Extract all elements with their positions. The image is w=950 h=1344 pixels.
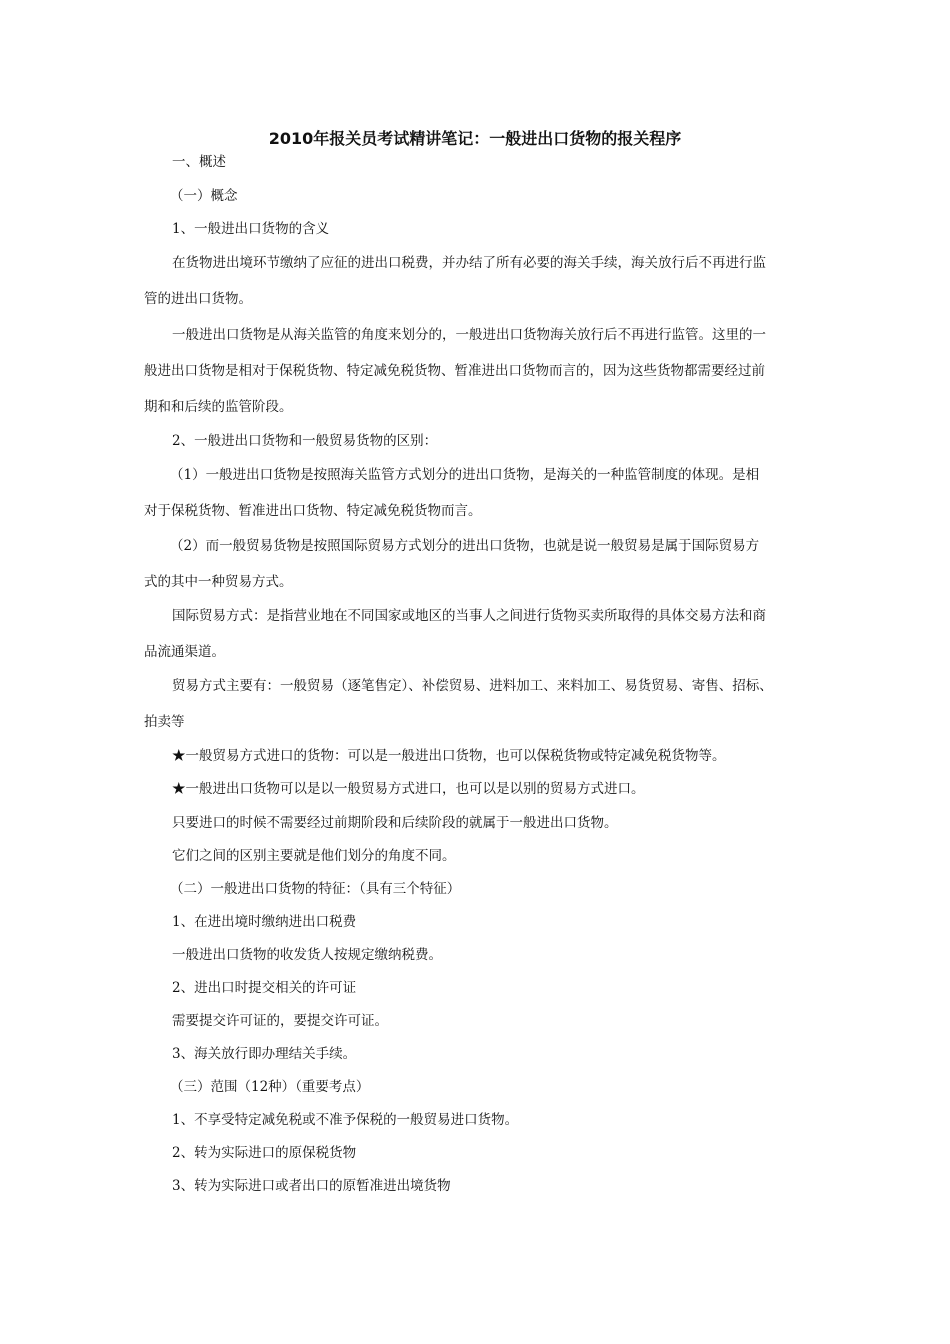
item-difference: 2、一般进出口货物和一般贸易货物的区别： — [172, 433, 438, 449]
list-item: 3、海关放行即办理结关手续。 — [172, 1046, 357, 1062]
paragraph-line: 式的其中一种贸易方式。 — [144, 574, 293, 590]
document-title: 2010年报关员考试精讲笔记：一般进出口货物的报关程序 — [268, 129, 682, 148]
list-item: 3、转为实际进口或者出口的原暂准进出境货物 — [172, 1178, 451, 1194]
list-item: 2、转为实际进口的原保税货物 — [172, 1145, 357, 1161]
list-item: 1、不享受特定减免税或不准予保税的一般贸易进口货物。 — [172, 1112, 519, 1128]
paragraph-line: 一般进出口货物的收发货人按规定缴纳税费。 — [172, 947, 442, 963]
paragraph-line: 一般进出口货物是从海关监管的角度来划分的，一般进出口货物海关放行后不再进行监管。这里的一 — [172, 327, 766, 343]
subheading-scope: （三）范围（12种）（重要考点） — [170, 1079, 370, 1095]
paragraph-line: 它们之间的区别主要就是他们划分的角度不同。 — [172, 848, 456, 864]
paragraph-line: 在货物进出境环节缴纳了应征的进出口税费，并办结了所有必要的海关手续，海关放行后不再进行监 — [172, 255, 766, 271]
subheading-concept: （一）概念 — [170, 188, 238, 204]
paragraph-line: 对于保税货物、暂准进出口货物、特定减免税货物而言。 — [144, 503, 482, 519]
list-item: 2、进出口时提交相关的许可证 — [172, 980, 357, 996]
paragraph-line: 期和和后续的监管阶段。 — [144, 399, 293, 415]
paragraph-line: 拍卖等 — [144, 714, 185, 730]
paragraph-line: 国际贸易方式：是指营业地在不同国家或地区的当事人之间进行货物买卖所取得的具体交易方法和商 — [172, 608, 766, 624]
heading-overview: 一、概述 — [172, 154, 226, 170]
paragraph-line: 只要进口的时候不需要经过前期阶段和后续阶段的就属于一般进出口货物。 — [172, 815, 618, 831]
paragraph-line: （2）而一般贸易货物是按照国际贸易方式划分的进出口货物，也就是说一般贸易是属于国际贸易方 — [170, 538, 760, 554]
paragraph-line: 品流通渠道。 — [144, 644, 225, 660]
item-meaning: 1、一般进出口货物的含义 — [172, 221, 330, 237]
paragraph-line: 需要提交许可证的，要提交许可证。 — [172, 1013, 388, 1029]
paragraph-line: 管的进出口货物。 — [144, 291, 252, 307]
list-item: 1、在进出境时缴纳进出口税费 — [172, 914, 357, 930]
paragraph-line: （1）一般进出口货物是按照海关监管方式划分的进出口货物，是海关的一种监管制度的体现。是相 — [170, 467, 760, 483]
star-note: ★一般进出口货物可以是以一般贸易方式进口，也可以是以别的贸易方式进口。 — [172, 781, 645, 797]
paragraph-line: 般进出口货物是相对于保税货物、特定减免税货物、暂准进出口货物而言的，因为这些货物都需要经过前 — [144, 363, 765, 379]
subheading-features: （二）一般进出口货物的特征：（具有三个特征） — [170, 881, 461, 897]
star-note: ★一般贸易方式进口的货物：可以是一般进出口货物，也可以保税货物或特定减免税货物等。 — [172, 748, 726, 764]
paragraph-line: 贸易方式主要有：一般贸易（逐笔售定）、补偿贸易、进料加工、来料加工、易货贸易、寄售、招标、 — [172, 678, 773, 694]
